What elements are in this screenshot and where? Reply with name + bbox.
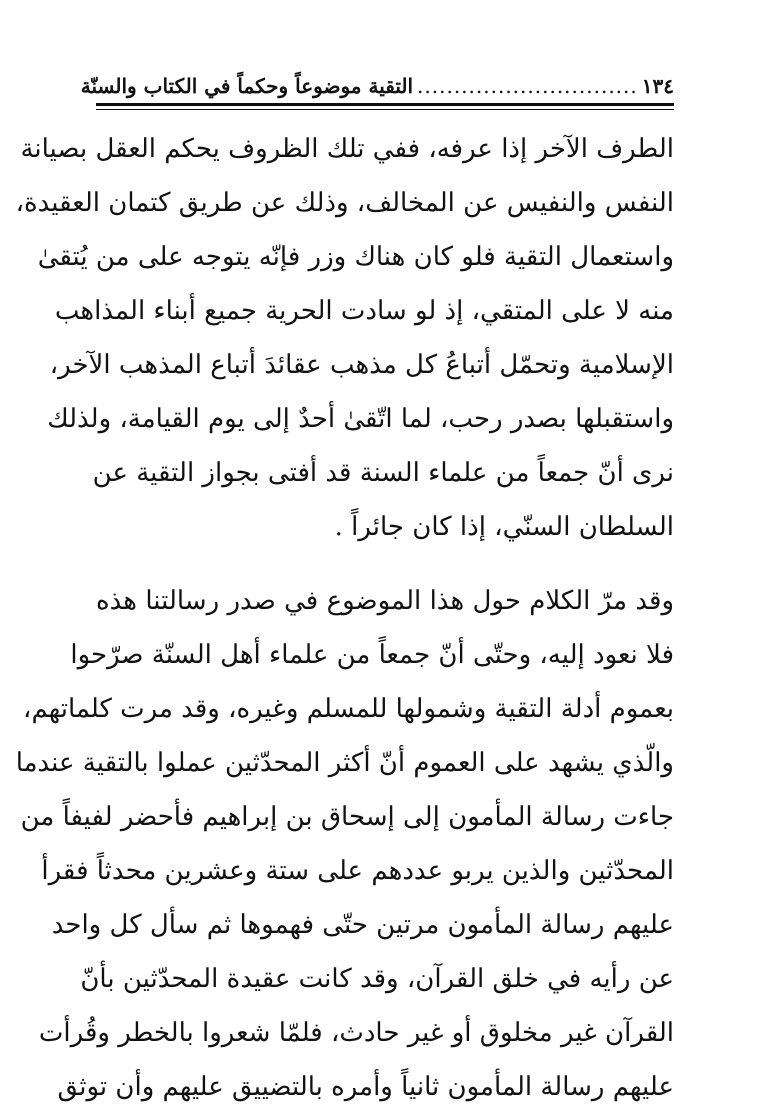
- paragraph-1: [15, 122, 674, 554]
- text-line: الطرف الآخر إذا عرفه، ففي تلك الظروف يحكم العقل بصيانة: [20, 134, 674, 164]
- running-header: [80, 62, 674, 98]
- text-line: بعموم أدلة التقية وشمولها للمسلم وغيره، وقد مرت كلماتهم،: [23, 694, 674, 724]
- text-line: واستقبلها بصدر رحب، لما اتّقىٰ أحدٌ إلى يوم القيامة، ولذلك: [47, 404, 674, 434]
- text-line: السلطان السنّي، إذا كان جائراً .: [334, 512, 674, 542]
- text-line: المحدّثين والذين يربو عددهم على ستة وعشرين محدثاً فقرأ: [41, 856, 674, 886]
- header-rule-thick: [96, 103, 674, 106]
- text-line: عليهم رسالة المأمون ثانياً وأمره بالتضييق عليهم وأن توثق: [57, 1072, 674, 1102]
- page-number: ١٣٤: [641, 74, 674, 98]
- text-line: والّذي يشهد على العموم أنّ أكثر المحدّثين عملوا بالتقية عندما: [15, 748, 674, 778]
- text-line: جاءت رسالة المأمون إلى إسحاق بن إبراهيم فأحضر لفيفاً من: [20, 802, 674, 832]
- body-text: [15, 122, 674, 1114]
- paragraph-gap: [96, 554, 674, 574]
- text-line: النفس والنفيس عن المخالف، وذلك عن طريق كتمان العقيدة،: [15, 188, 674, 218]
- text-line: نرى أنّ جمعاً من علماء السنة قد أفتى بجواز التقية عن: [92, 458, 674, 488]
- text-line: عن رأيه في خلق القرآن، وقد كانت عقيدة المحدّثين بأنّ: [80, 964, 674, 994]
- text-line: وقد مرّ الكلام حول هذا الموضوع في صدر رسالتنا هذه: [96, 586, 674, 616]
- text-line: واستعمال التقية فلو كان هناك وزر فإنّه يتوجه على من يُتقىٰ: [37, 242, 674, 272]
- text-line: فلا نعود إليه، وحتّى أنّ جمعاً من علماء أهل السنّة صرّحوا: [70, 640, 674, 670]
- header-rule-thin: [96, 109, 674, 110]
- text-line: منه لا على المتقي، إذ لو سادت الحرية جميع أبناء المذاهب: [54, 296, 674, 326]
- paragraph-2: [15, 574, 674, 1114]
- text-line: الإسلامية وتحمّل أتباعُ كل مذهب عقائدَ أتباع المذهب الآخر،: [49, 350, 674, 380]
- header-title: التقية موضوعاً وحكماً في الكتاب والسنّة: [80, 74, 414, 98]
- text-line: عليهم رسالة المأمون مرتين حتّى فهموها ثم سأل كل واحد: [51, 910, 674, 940]
- text-line: القرآن غير مخلوق أو غير حادث، فلمّا شعروا بالخطر وقُرأت: [38, 1018, 674, 1048]
- header-leader-dots: ..............................: [417, 74, 638, 98]
